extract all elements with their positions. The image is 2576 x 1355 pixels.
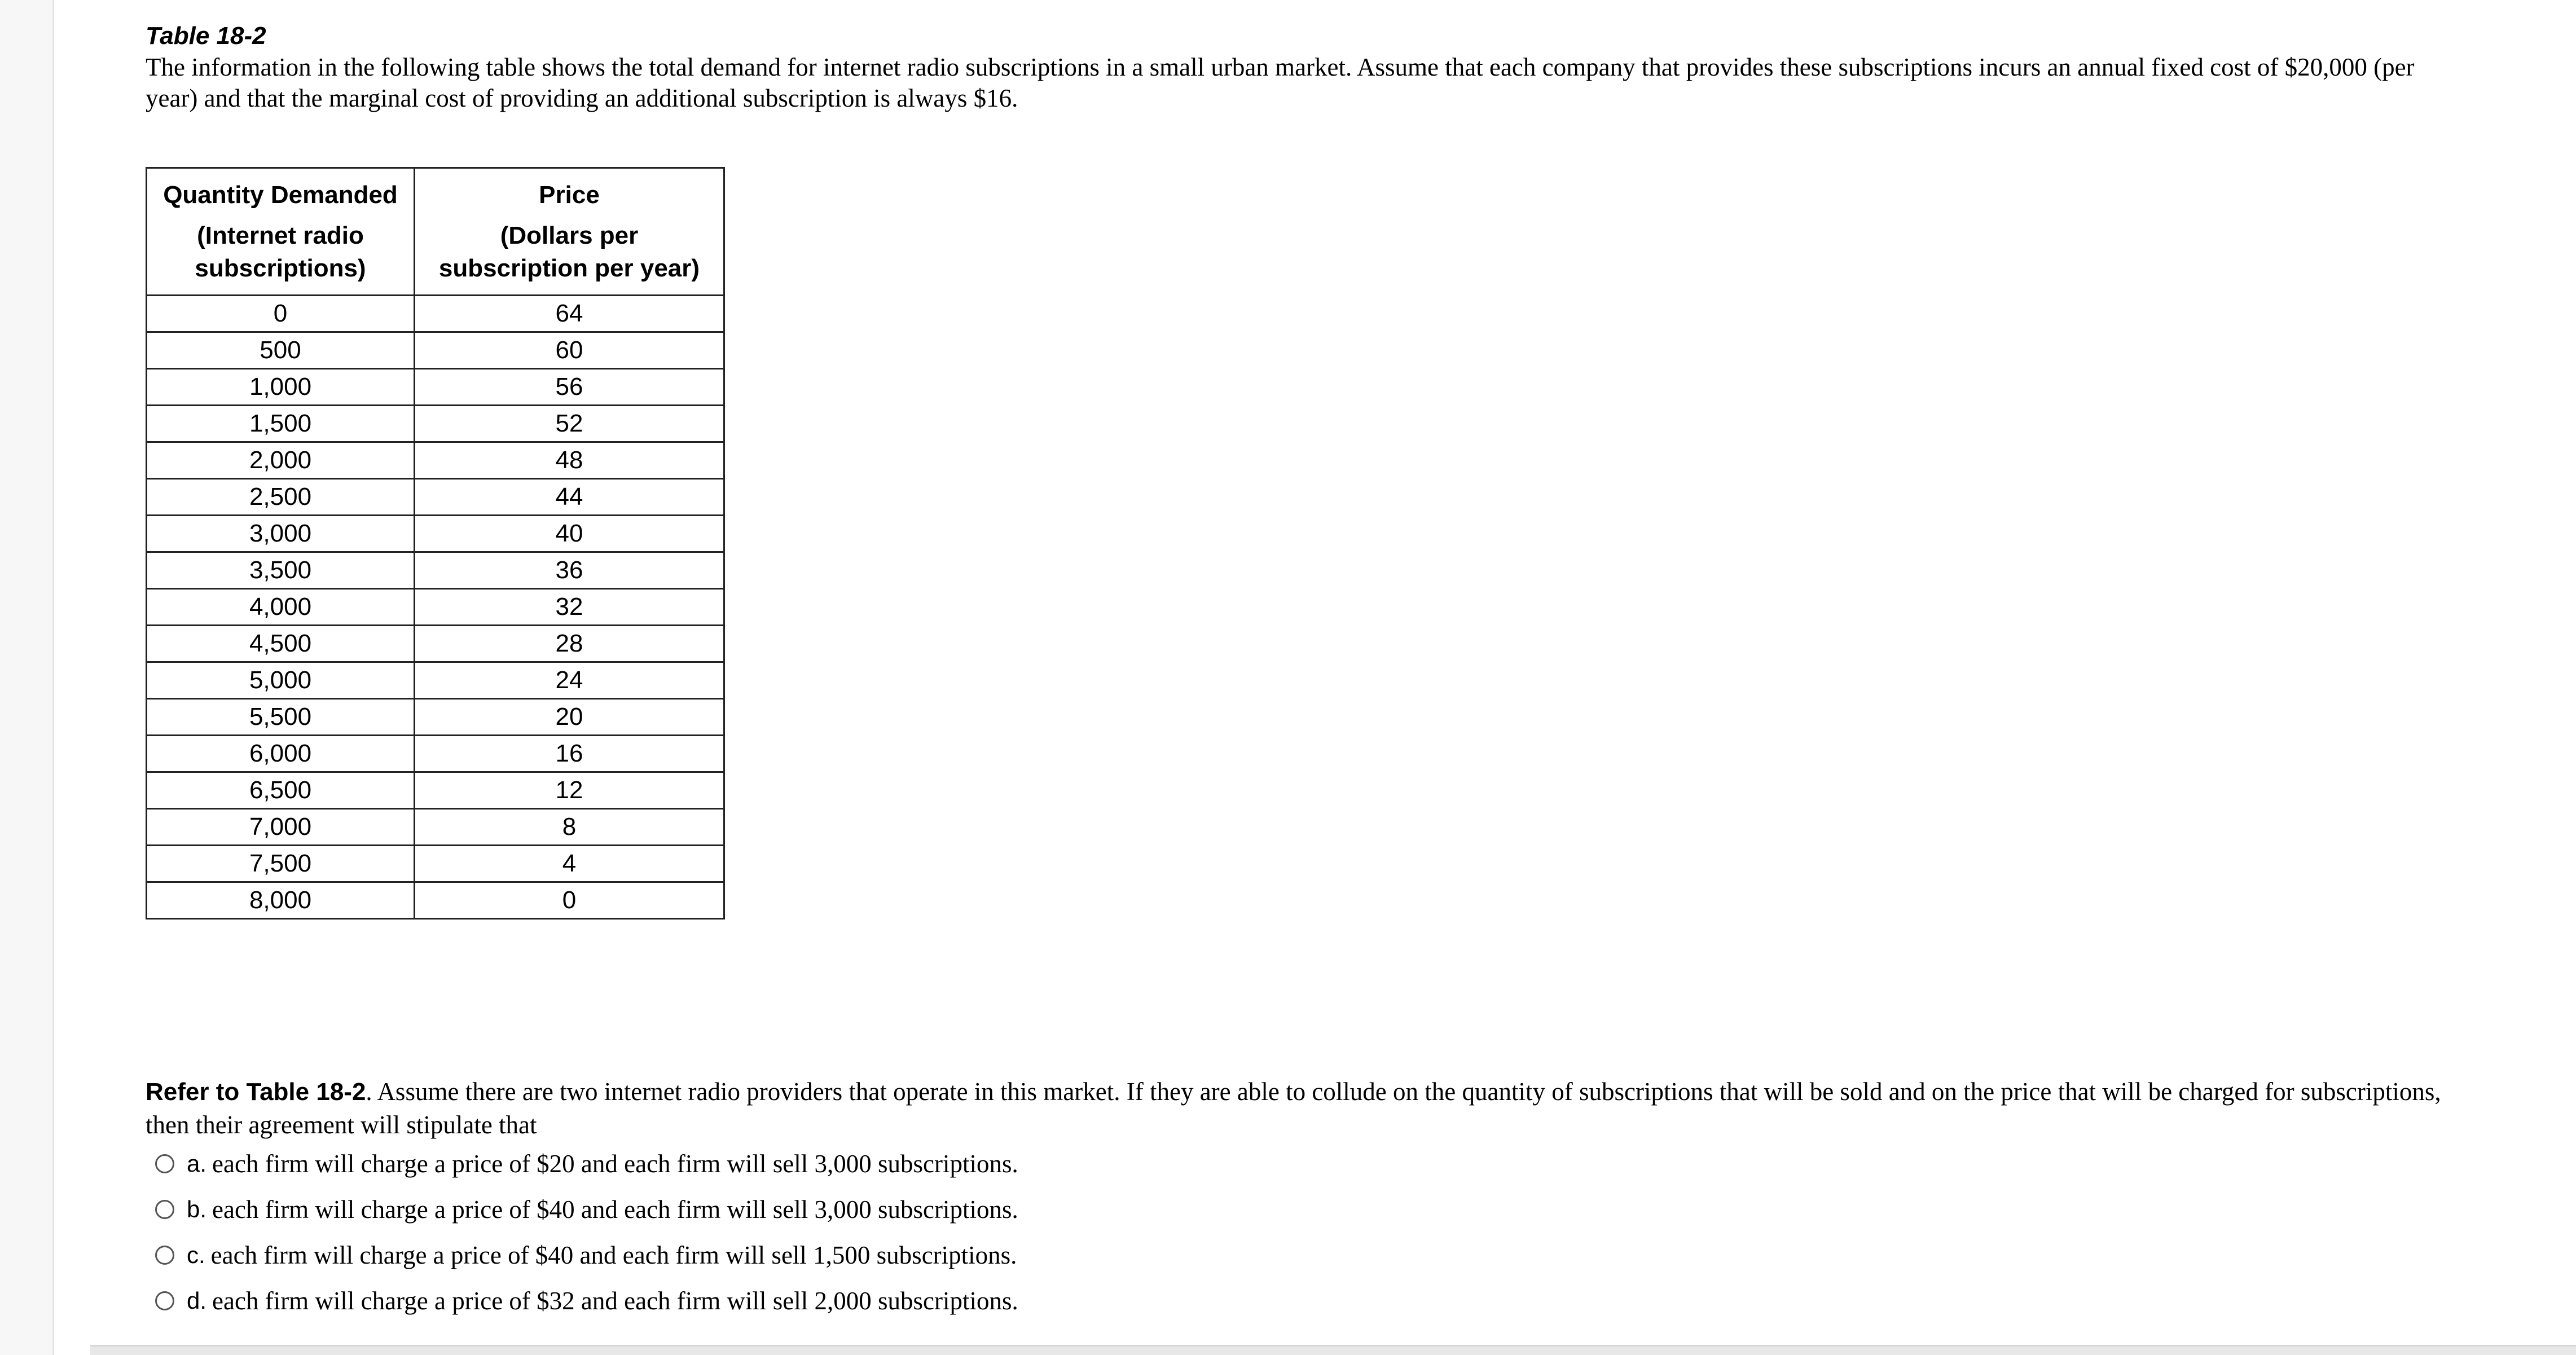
quantity-header-line2: (Internet radio	[197, 221, 364, 249]
quantity-cell: 7,000	[147, 809, 415, 846]
price-cell: 4	[415, 846, 724, 882]
question-text	[146, 1075, 2447, 1141]
left-gutter	[0, 0, 54, 1355]
option-label: each firm will charge a price of $32 and each firm will sell 2,000 subscriptions.	[212, 1286, 1018, 1315]
table-row	[147, 699, 724, 736]
quantity-cell: 4,500	[147, 626, 415, 662]
quantity-cell: 8,000	[147, 882, 415, 919]
price-cell: 36	[415, 552, 724, 589]
price-cell: 12	[415, 772, 724, 809]
table-row	[147, 406, 724, 442]
price-cell: 64	[415, 296, 724, 332]
quantity-cell: 6,500	[147, 772, 415, 809]
table-row	[147, 296, 724, 332]
answer-options	[155, 1141, 1018, 1323]
table-row	[147, 772, 724, 809]
table-row	[147, 589, 724, 626]
quantity-cell: 4,000	[147, 589, 415, 626]
radio-button[interactable]	[155, 1200, 174, 1219]
horizontal-scrollbar[interactable]	[90, 1345, 2576, 1355]
table-title: Table 18-2	[146, 22, 266, 50]
quantity-cell: 6,000	[147, 736, 415, 772]
question-body: . Assume there are two internet radio providers that operate in this market. If they are able to collude on the quantity of subscriptions that will be sold and on the price that will be charged for subscriptions, then their agreement will stipulate that	[146, 1077, 2441, 1139]
option-label: each firm will charge a price of $40 and each firm will sell 3,000 subscriptions.	[212, 1195, 1018, 1224]
radio-button[interactable]	[155, 1246, 174, 1265]
price-cell: 28	[415, 626, 724, 662]
price-header-line3: subscription per year)	[438, 254, 700, 282]
quantity-cell: 3,500	[147, 552, 415, 589]
option-d[interactable]	[155, 1278, 1018, 1323]
price-header	[415, 168, 724, 296]
option-letter: c.	[187, 1241, 205, 1268]
table-row	[147, 809, 724, 846]
price-cell: 52	[415, 406, 724, 442]
price-cell: 8	[415, 809, 724, 846]
price-header-line2: (Dollars per	[500, 221, 639, 249]
quantity-header-title: Quantity Demanded	[163, 181, 398, 209]
quantity-header-line3: subscriptions)	[195, 254, 366, 282]
price-header-title: Price	[539, 181, 600, 209]
quantity-cell: 500	[147, 332, 415, 369]
quantity-cell: 0	[147, 296, 415, 332]
price-cell: 44	[415, 479, 724, 516]
table-row	[147, 882, 724, 919]
radio-button[interactable]	[155, 1291, 174, 1310]
table-row	[147, 332, 724, 369]
question-table-reference: Refer to Table 18-2	[146, 1078, 366, 1106]
quantity-cell: 2,000	[147, 442, 415, 479]
price-cell: 24	[415, 662, 724, 699]
option-letter: a.	[187, 1150, 207, 1177]
price-cell: 0	[415, 882, 724, 919]
table-row	[147, 516, 724, 552]
table-row	[147, 479, 724, 516]
table-row	[147, 846, 724, 882]
option-label: each firm will charge a price of $20 and each firm will sell 3,000 subscriptions.	[212, 1149, 1018, 1178]
option-a[interactable]	[155, 1141, 1018, 1186]
quantity-cell: 1,000	[147, 369, 415, 406]
intro-paragraph: The information in the following table shows the total demand for internet radio subscriptions in a small urban market. Assume that each company that provides these subscriptions incurs an annual fixed cost of $20,000 (per year) and that the marginal cost of providing an additional subscription is always $16.	[146, 53, 2415, 112]
quantity-cell: 1,500	[147, 406, 415, 442]
table-row	[147, 736, 724, 772]
table-row	[147, 552, 724, 589]
quantity-cell: 3,000	[147, 516, 415, 552]
option-c[interactable]	[155, 1232, 1018, 1278]
price-cell: 20	[415, 699, 724, 736]
option-b[interactable]	[155, 1186, 1018, 1232]
option-letter: b.	[187, 1195, 207, 1222]
demand-table	[146, 167, 725, 920]
table-row	[147, 662, 724, 699]
table-row	[147, 369, 724, 406]
demand-table-body	[147, 296, 724, 919]
quantity-cell: 5,500	[147, 699, 415, 736]
price-cell: 60	[415, 332, 724, 369]
price-cell: 48	[415, 442, 724, 479]
price-cell: 32	[415, 589, 724, 626]
quantity-cell: 7,500	[147, 846, 415, 882]
table-header-row	[147, 168, 724, 296]
option-label: each firm will charge a price of $40 and each firm will sell 1,500 subscriptions.	[210, 1240, 1017, 1269]
radio-button[interactable]	[155, 1154, 174, 1173]
price-cell: 40	[415, 516, 724, 552]
option-letter: d.	[187, 1287, 207, 1314]
quantity-header	[147, 168, 415, 296]
price-cell: 56	[415, 369, 724, 406]
quantity-cell: 2,500	[147, 479, 415, 516]
table-row	[147, 626, 724, 662]
quantity-cell: 5,000	[147, 662, 415, 699]
price-cell: 16	[415, 736, 724, 772]
table-row	[147, 442, 724, 479]
